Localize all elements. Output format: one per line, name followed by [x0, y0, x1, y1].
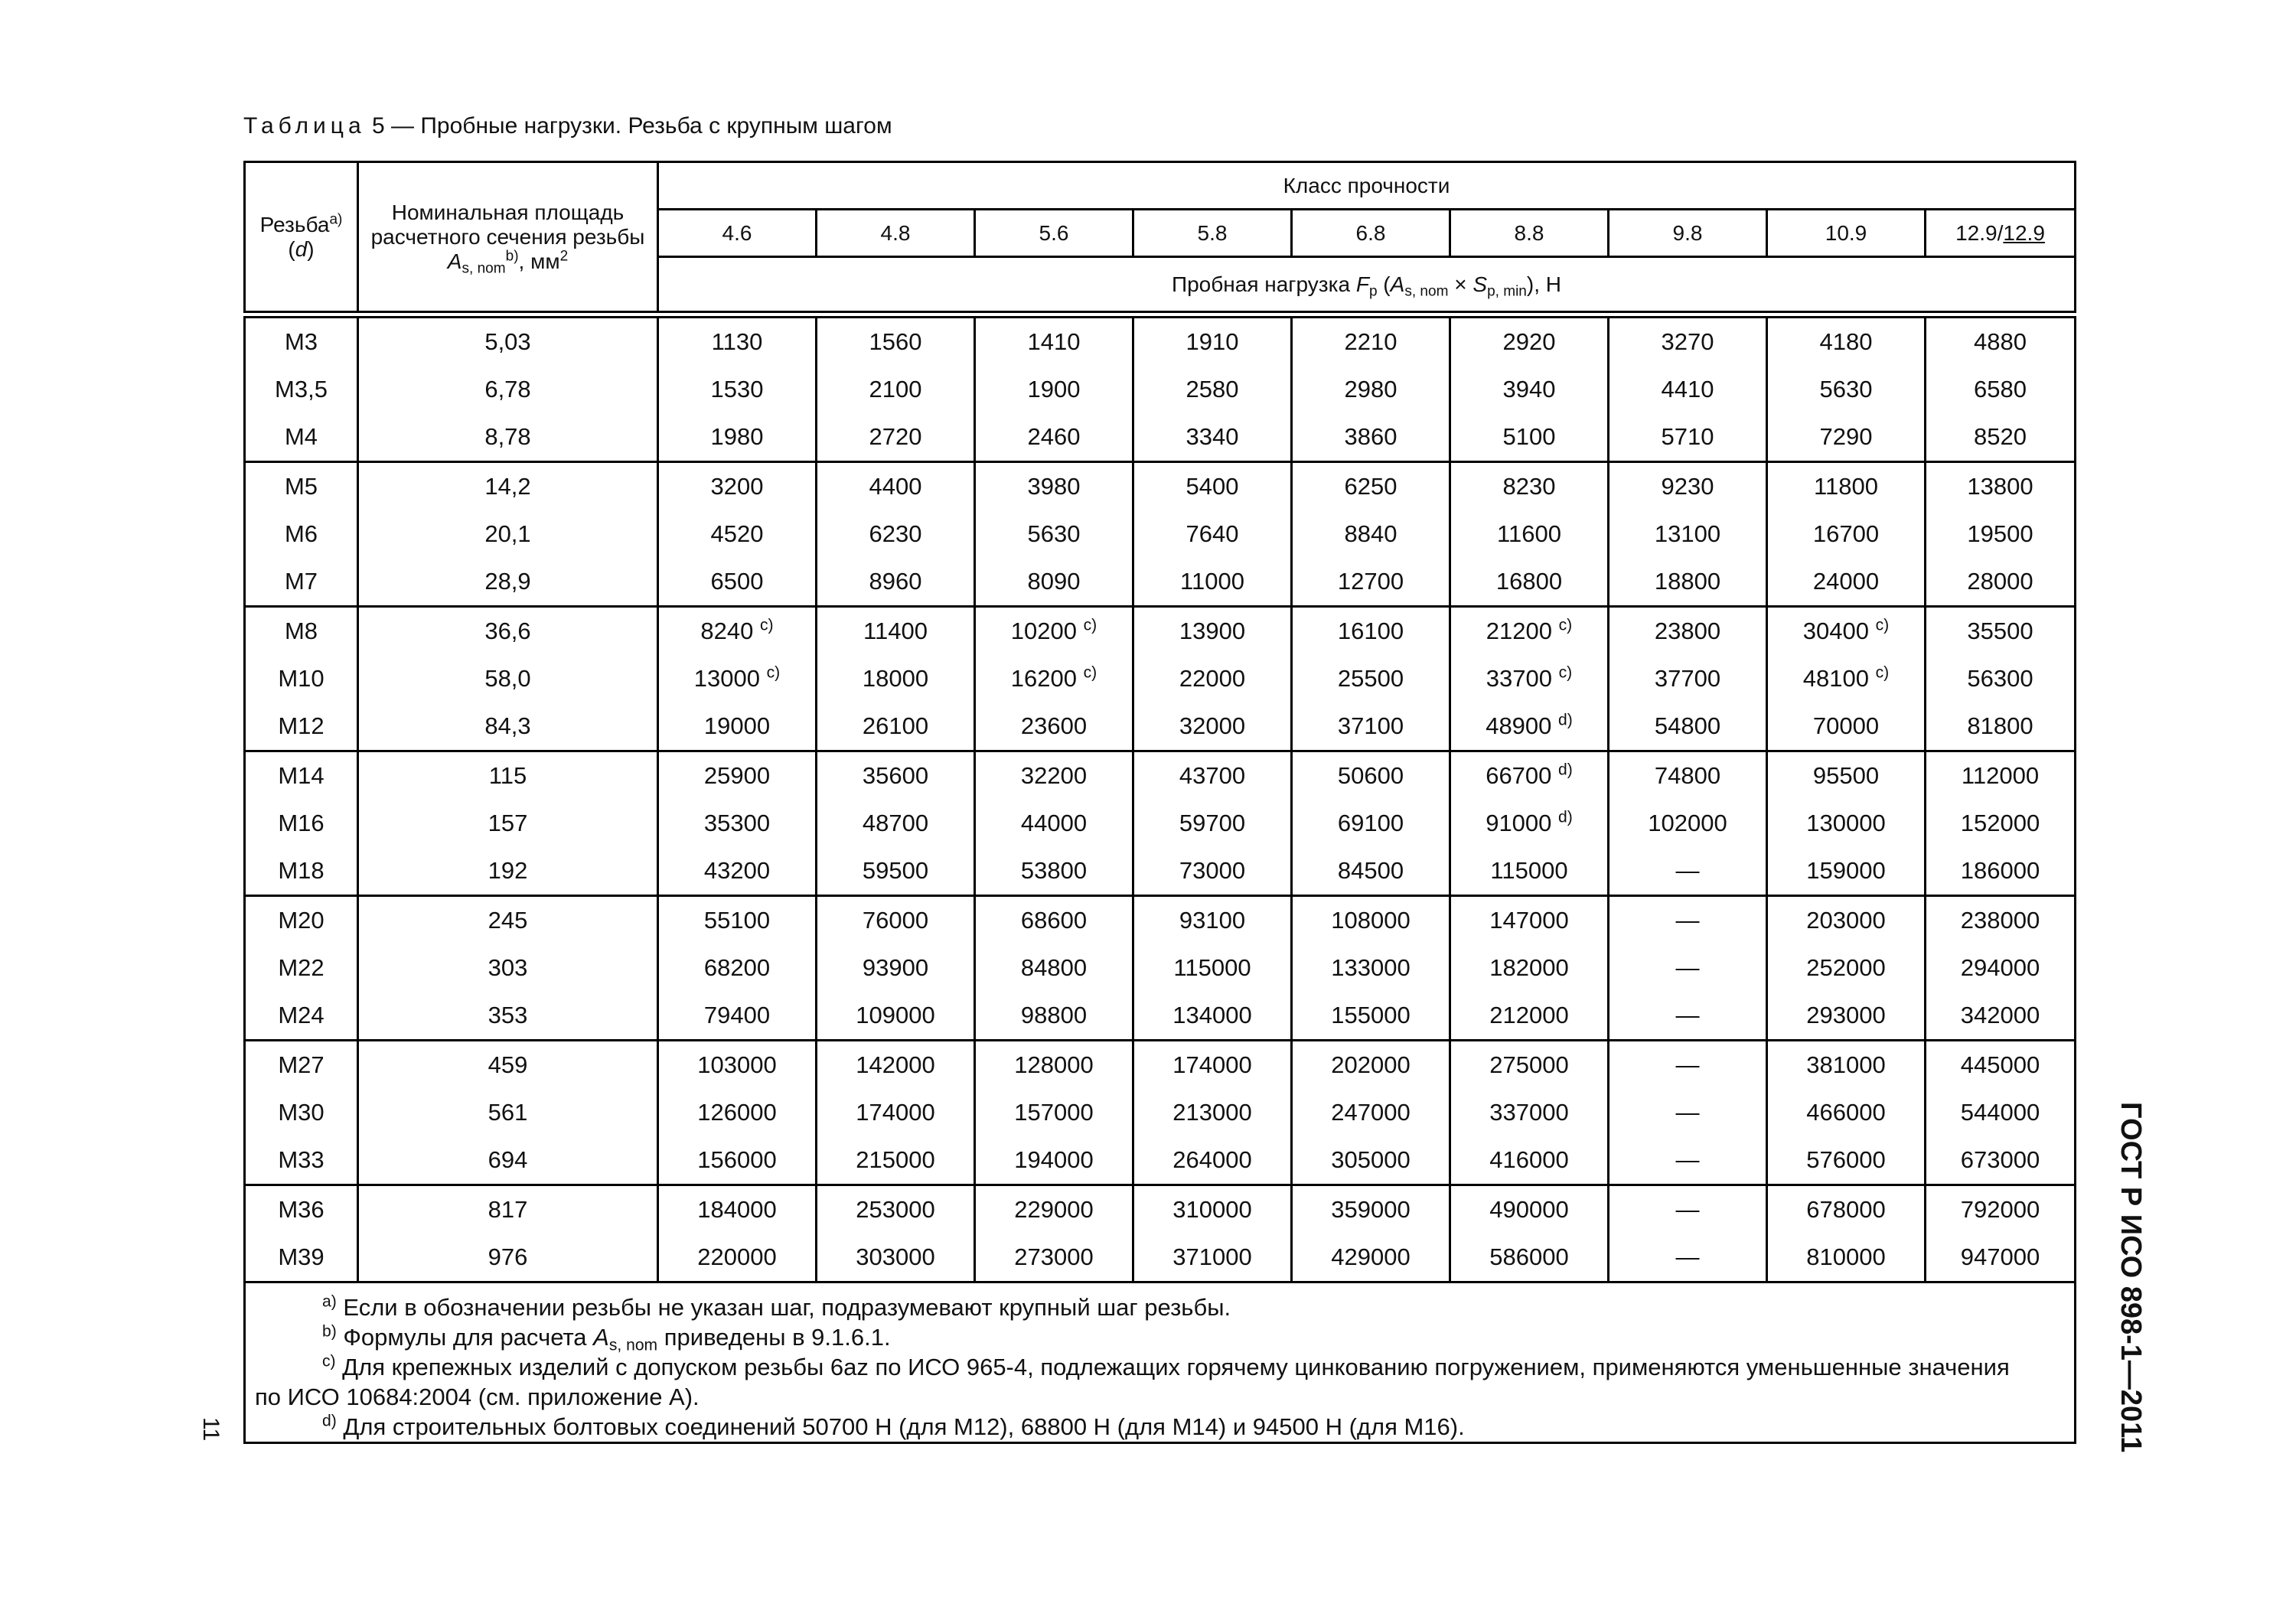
- table-row: [245, 462, 2076, 511]
- load-cell: 202000: [1292, 1041, 1450, 1090]
- load-cell: 810000: [1767, 1234, 1926, 1282]
- thread-cell: M18: [245, 847, 358, 896]
- load-cell: 305000: [1292, 1136, 1450, 1185]
- load-cell: 182000: [1450, 944, 1609, 992]
- load-cell: 8240 $^{c)}$: [658, 607, 817, 656]
- thread-cell: M33: [245, 1136, 358, 1185]
- load-cell: 44000: [975, 800, 1133, 847]
- thread-cell: M27: [245, 1041, 358, 1090]
- load-cell: 215000: [817, 1136, 975, 1185]
- load-cell: 294000: [1926, 944, 2076, 992]
- thread-cell: M20: [245, 896, 358, 945]
- load-cell: 586000: [1450, 1234, 1609, 1282]
- load-cell: 1410: [975, 318, 1133, 367]
- thread-cell: M3: [245, 318, 358, 367]
- load-cell: 8840: [1292, 510, 1450, 558]
- load-cell: 56300: [1926, 655, 2076, 702]
- footnote-c-cont: по ИСО 10684:2004 (см. приложение А).: [255, 1383, 700, 1410]
- load-cell: 35600: [817, 751, 975, 800]
- thread-cell: M39: [245, 1234, 358, 1282]
- load-cell: 13000 $^{c)}$: [658, 655, 817, 702]
- load-cell: 43700: [1133, 751, 1292, 800]
- header-separator: [245, 312, 2076, 318]
- thread-cell: M8: [245, 607, 358, 656]
- load-cell: 19500: [1926, 510, 2076, 558]
- load-cell: 4410: [1609, 366, 1767, 413]
- load-cell: 28000: [1926, 558, 2076, 607]
- table-row: [245, 558, 2076, 607]
- load-cell: 13800: [1926, 462, 2076, 511]
- load-cell: 115000: [1450, 847, 1609, 896]
- load-cell: 6250: [1292, 462, 1450, 511]
- load-cell: 102000: [1609, 800, 1767, 847]
- load-cell: —: [1609, 1136, 1767, 1185]
- load-cell: 91000 $^{d)}$: [1450, 800, 1609, 847]
- load-cell: 142000: [817, 1041, 975, 1090]
- load-cell: 50600: [1292, 751, 1450, 800]
- load-cell: 2720: [817, 413, 975, 462]
- load-cell: 13100: [1609, 510, 1767, 558]
- footnote-b: $^{b)}$ Формулы для расчета $A_{s, nom}$ приведены в 9.1.6.1.: [322, 1322, 891, 1354]
- load-cell: 303000: [817, 1234, 975, 1282]
- area-cell: 20,1: [358, 510, 658, 558]
- footnote-ref: c): [766, 663, 781, 682]
- load-cell: 54800: [1609, 702, 1767, 751]
- load-cell: 33700 $^{c)}$: [1450, 655, 1609, 702]
- area-cell: 14,2: [358, 462, 658, 511]
- thread-cell: M4: [245, 413, 358, 462]
- load-cell: 310000: [1133, 1185, 1292, 1234]
- load-cell: 55100: [658, 896, 817, 945]
- load-cell: 1980: [658, 413, 817, 462]
- table-row: [245, 702, 2076, 751]
- load-cell: 490000: [1450, 1185, 1609, 1234]
- area-cell: 192: [358, 847, 658, 896]
- load-cell: 115000: [1133, 944, 1292, 992]
- load-cell: 544000: [1926, 1089, 2076, 1136]
- class-5-8: 5.8: [1133, 210, 1292, 257]
- table-row: [245, 1185, 2076, 1234]
- class-12-9: 12.9/12.9: [1926, 210, 2076, 257]
- load-cell: 76000: [817, 896, 975, 945]
- load-cell: 5710: [1609, 413, 1767, 462]
- load-cell: 16700: [1767, 510, 1926, 558]
- load-cell: 4880: [1926, 318, 2076, 367]
- load-cell: 466000: [1767, 1089, 1926, 1136]
- footnote-ref: c): [1083, 616, 1097, 634]
- footnote-ref: c): [1875, 663, 1890, 682]
- load-cell: 1910: [1133, 318, 1292, 367]
- load-cell: 212000: [1450, 992, 1609, 1041]
- load-cell: 53800: [975, 847, 1133, 896]
- area-cell: 817: [358, 1185, 658, 1234]
- load-cell: 8230: [1450, 462, 1609, 511]
- load-cell: 429000: [1292, 1234, 1450, 1282]
- footnote-ref: c): [760, 616, 774, 634]
- load-cell: 25500: [1292, 655, 1450, 702]
- load-cell: 18000: [817, 655, 975, 702]
- thread-cell: M6: [245, 510, 358, 558]
- load-cell: 238000: [1926, 896, 2076, 945]
- load-cell: 2580: [1133, 366, 1292, 413]
- table-row: [245, 847, 2076, 896]
- proof-load-header: Пробная нагрузка $F_p$ $(A_{s, nom} \times S_{p, min})$, Н: [658, 257, 2076, 312]
- class-5-6: 5.6: [975, 210, 1133, 257]
- table-row: [245, 655, 2076, 702]
- area-cell: 157: [358, 800, 658, 847]
- load-cell: 12700: [1292, 558, 1450, 607]
- load-cell: 247000: [1292, 1089, 1450, 1136]
- thread-header: Резьба$^{a)}$ (d): [245, 162, 358, 312]
- load-cell: 30400 $^{c)}$: [1767, 607, 1926, 656]
- table-row: [245, 992, 2076, 1041]
- load-cell: 70000: [1767, 702, 1926, 751]
- load-cell: 32000: [1133, 702, 1292, 751]
- load-cell: 186000: [1926, 847, 2076, 896]
- load-cell: 37100: [1292, 702, 1450, 751]
- load-cell: 133000: [1292, 944, 1450, 992]
- load-cell: 11600: [1450, 510, 1609, 558]
- load-cell: 273000: [975, 1234, 1133, 1282]
- load-cell: 3860: [1292, 413, 1450, 462]
- area-cell: 303: [358, 944, 658, 992]
- area-cell: 5,03: [358, 318, 658, 367]
- load-cell: 35300: [658, 800, 817, 847]
- load-cell: 8960: [817, 558, 975, 607]
- load-cell: —: [1609, 1185, 1767, 1234]
- load-cell: 35500: [1926, 607, 2076, 656]
- load-cell: 174000: [1133, 1041, 1292, 1090]
- load-cell: 6580: [1926, 366, 2076, 413]
- table-row: [245, 1136, 2076, 1185]
- load-cell: 16100: [1292, 607, 1450, 656]
- load-cell: —: [1609, 1041, 1767, 1090]
- load-cell: 68200: [658, 944, 817, 992]
- load-cell: 5630: [975, 510, 1133, 558]
- load-cell: 112000: [1926, 751, 2076, 800]
- load-cell: 293000: [1767, 992, 1926, 1041]
- area-cell: 353: [358, 992, 658, 1041]
- table-row: [245, 1041, 2076, 1090]
- table-row: [245, 944, 2076, 992]
- load-cell: 1130: [658, 318, 817, 367]
- thread-cell: M22: [245, 944, 358, 992]
- load-cell: 947000: [1926, 1234, 2076, 1282]
- load-cell: 576000: [1767, 1136, 1926, 1185]
- load-cell: 93100: [1133, 896, 1292, 945]
- footnote-ref: c): [1083, 663, 1097, 682]
- load-cell: 8520: [1926, 413, 2076, 462]
- load-cell: 93900: [817, 944, 975, 992]
- page-number: 11: [198, 1417, 223, 1442]
- load-cell: 103000: [658, 1041, 817, 1090]
- load-cell: 194000: [975, 1136, 1133, 1185]
- load-cell: 184000: [658, 1185, 817, 1234]
- class-10-9: 10.9: [1767, 210, 1926, 257]
- load-cell: 79400: [658, 992, 817, 1041]
- load-cell: 264000: [1133, 1136, 1292, 1185]
- load-cell: 130000: [1767, 800, 1926, 847]
- load-cell: 1900: [975, 366, 1133, 413]
- footnote-ref: d): [1558, 808, 1573, 826]
- load-cell: 25900: [658, 751, 817, 800]
- class-4-6: 4.6: [658, 210, 817, 257]
- load-cell: 252000: [1767, 944, 1926, 992]
- load-cell: 3340: [1133, 413, 1292, 462]
- table-row: [245, 751, 2076, 800]
- thread-cell: M30: [245, 1089, 358, 1136]
- caption-title: — Пробные нагрузки. Резьба с крупным шагом: [391, 113, 892, 139]
- footnote-ref: d): [1558, 711, 1573, 729]
- load-cell: 95500: [1767, 751, 1926, 800]
- area-cell: 84,3: [358, 702, 658, 751]
- table-row: [245, 1234, 2076, 1282]
- load-cell: 16800: [1450, 558, 1609, 607]
- load-cell: 98800: [975, 992, 1133, 1041]
- load-cell: 445000: [1926, 1041, 2076, 1090]
- load-cell: 3200: [658, 462, 817, 511]
- load-cell: 7290: [1767, 413, 1926, 462]
- load-cell: 24000: [1767, 558, 1926, 607]
- load-cell: 11800: [1767, 462, 1926, 511]
- load-cell: 229000: [975, 1185, 1133, 1234]
- load-cell: 174000: [817, 1089, 975, 1136]
- load-cell: 19000: [658, 702, 817, 751]
- load-cell: 23600: [975, 702, 1133, 751]
- load-cell: 11000: [1133, 558, 1292, 607]
- load-cell: 16200 $^{c)}$: [975, 655, 1133, 702]
- load-cell: 68600: [975, 896, 1133, 945]
- load-cell: 126000: [658, 1089, 817, 1136]
- thread-cell: M3,5: [245, 366, 358, 413]
- load-cell: 1560: [817, 318, 975, 367]
- load-cell: 6230: [817, 510, 975, 558]
- load-cell: 10200 $^{c)}$: [975, 607, 1133, 656]
- load-cell: 275000: [1450, 1041, 1609, 1090]
- area-cell: 115: [358, 751, 658, 800]
- area-cell: 8,78: [358, 413, 658, 462]
- table-row: [245, 800, 2076, 847]
- footnote-ref: d): [1558, 761, 1573, 779]
- load-cell: 157000: [975, 1089, 1133, 1136]
- proof-load-table: [243, 161, 2076, 1444]
- standard-code: ГОСТ Р ИСО 898-1—2011: [2115, 1102, 2147, 1453]
- load-cell: 84500: [1292, 847, 1450, 896]
- thread-cell: M36: [245, 1185, 358, 1234]
- load-cell: 147000: [1450, 896, 1609, 945]
- strength-class-header: Класс прочности: [658, 162, 2076, 210]
- load-cell: 22000: [1133, 655, 1292, 702]
- load-cell: 416000: [1450, 1136, 1609, 1185]
- footnote-d: $^{d)}$ Для строительных болтовых соединений 50700 Н (для М12), 68800 Н (для М14) и 94500 Н (для М16).: [322, 1412, 1465, 1440]
- load-cell: 48900 $^{d)}$: [1450, 702, 1609, 751]
- area-cell: 976: [358, 1234, 658, 1282]
- area-header: Номинальная площадь расчетного сечения резьбы $A_{s, nom}^{b)}$, $мм^2$: [358, 162, 658, 312]
- table-row: [245, 896, 2076, 945]
- load-cell: 3940: [1450, 366, 1609, 413]
- load-cell: 678000: [1767, 1185, 1926, 1234]
- thread-cell: M16: [245, 800, 358, 847]
- load-cell: 152000: [1926, 800, 2076, 847]
- thread-cell: M24: [245, 992, 358, 1041]
- table-caption: [243, 113, 892, 139]
- area-cell: 694: [358, 1136, 658, 1185]
- class-9-8: 9.8: [1609, 210, 1767, 257]
- load-cell: 8090: [975, 558, 1133, 607]
- load-cell: 2920: [1450, 318, 1609, 367]
- load-cell: —: [1609, 896, 1767, 945]
- load-cell: 220000: [658, 1234, 817, 1282]
- caption-label: Таблица: [243, 113, 366, 139]
- load-cell: 2210: [1292, 318, 1450, 367]
- load-cell: —: [1609, 1089, 1767, 1136]
- load-cell: 156000: [658, 1136, 817, 1185]
- load-cell: 48100 $^{c)}$: [1767, 655, 1926, 702]
- load-cell: 673000: [1926, 1136, 2076, 1185]
- load-cell: 21200 $^{c)}$: [1450, 607, 1609, 656]
- load-cell: —: [1609, 992, 1767, 1041]
- load-cell: 81800: [1926, 702, 2076, 751]
- table-row: [245, 607, 2076, 656]
- load-cell: 69100: [1292, 800, 1450, 847]
- load-cell: 11400: [817, 607, 975, 656]
- load-cell: 159000: [1767, 847, 1926, 896]
- load-cell: 203000: [1767, 896, 1926, 945]
- load-cell: 48700: [817, 800, 975, 847]
- load-cell: 9230: [1609, 462, 1767, 511]
- load-cell: 5630: [1767, 366, 1926, 413]
- load-cell: —: [1609, 944, 1767, 992]
- class-8-8: 8.8: [1450, 210, 1609, 257]
- load-cell: 4520: [658, 510, 817, 558]
- load-cell: 381000: [1767, 1041, 1926, 1090]
- load-cell: 4400: [817, 462, 975, 511]
- load-cell: 4180: [1767, 318, 1926, 367]
- load-cell: 359000: [1292, 1185, 1450, 1234]
- thread-cell: M7: [245, 558, 358, 607]
- footnote-ref: c): [1558, 663, 1573, 682]
- caption-number: 5: [371, 113, 385, 139]
- load-cell: 66700 $^{d)}$: [1450, 751, 1609, 800]
- load-cell: 128000: [975, 1041, 1133, 1090]
- load-cell: 253000: [817, 1185, 975, 1234]
- load-cell: 43200: [658, 847, 817, 896]
- load-cell: 23800: [1609, 607, 1767, 656]
- load-cell: 108000: [1292, 896, 1450, 945]
- table-row: [245, 413, 2076, 462]
- area-cell: 459: [358, 1041, 658, 1090]
- load-cell: 134000: [1133, 992, 1292, 1041]
- load-cell: 84800: [975, 944, 1133, 992]
- footnote-c: $^{c)}$ Для крепежных изделий с допуском резьбы 6az по ИСО 965-4, подлежащих горячему цинкованию погружением, применяются уменьшенные значения: [322, 1352, 2010, 1380]
- load-cell: 13900: [1133, 607, 1292, 656]
- class-6-8: 6.8: [1292, 210, 1450, 257]
- load-cell: 155000: [1292, 992, 1450, 1041]
- load-cell: 3980: [975, 462, 1133, 511]
- footnote-ref: c): [1558, 616, 1573, 634]
- area-cell: 36,6: [358, 607, 658, 656]
- footnotes: [245, 1282, 2076, 1443]
- load-cell: 109000: [817, 992, 975, 1041]
- area-cell: 245: [358, 896, 658, 945]
- load-cell: 18800: [1609, 558, 1767, 607]
- load-cell: 2100: [817, 366, 975, 413]
- load-cell: 73000: [1133, 847, 1292, 896]
- thread-cell: M10: [245, 655, 358, 702]
- load-cell: 6500: [658, 558, 817, 607]
- footnote-a: $^{a)}$ Если в обозначении резьбы не указан шаг, подразумевают крупный шаг резьбы.: [322, 1292, 1231, 1321]
- table-row: [245, 366, 2076, 413]
- footnote-ref: c): [1875, 616, 1890, 634]
- table-row: [245, 510, 2076, 558]
- load-cell: 59700: [1133, 800, 1292, 847]
- area-cell: 28,9: [358, 558, 658, 607]
- load-cell: 74800: [1609, 751, 1767, 800]
- load-cell: 32200: [975, 751, 1133, 800]
- thread-cell: M14: [245, 751, 358, 800]
- table-row: [245, 1089, 2076, 1136]
- load-cell: 2980: [1292, 366, 1450, 413]
- class-4-8: 4.8: [817, 210, 975, 257]
- load-cell: 2460: [975, 413, 1133, 462]
- load-cell: 26100: [817, 702, 975, 751]
- table-row: [245, 318, 2076, 367]
- area-cell: 6,78: [358, 366, 658, 413]
- thread-cell: M5: [245, 462, 358, 511]
- load-cell: 3270: [1609, 318, 1767, 367]
- load-cell: 371000: [1133, 1234, 1292, 1282]
- load-cell: 59500: [817, 847, 975, 896]
- thread-cell: M12: [245, 702, 358, 751]
- load-cell: 37700: [1609, 655, 1767, 702]
- area-cell: 561: [358, 1089, 658, 1136]
- load-cell: 5400: [1133, 462, 1292, 511]
- load-cell: —: [1609, 1234, 1767, 1282]
- load-cell: 7640: [1133, 510, 1292, 558]
- load-cell: 337000: [1450, 1089, 1609, 1136]
- load-cell: 1530: [658, 366, 817, 413]
- area-cell: 58,0: [358, 655, 658, 702]
- load-cell: 5100: [1450, 413, 1609, 462]
- load-cell: —: [1609, 847, 1767, 896]
- load-cell: 213000: [1133, 1089, 1292, 1136]
- load-cell: 342000: [1926, 992, 2076, 1041]
- load-cell: 792000: [1926, 1185, 2076, 1234]
